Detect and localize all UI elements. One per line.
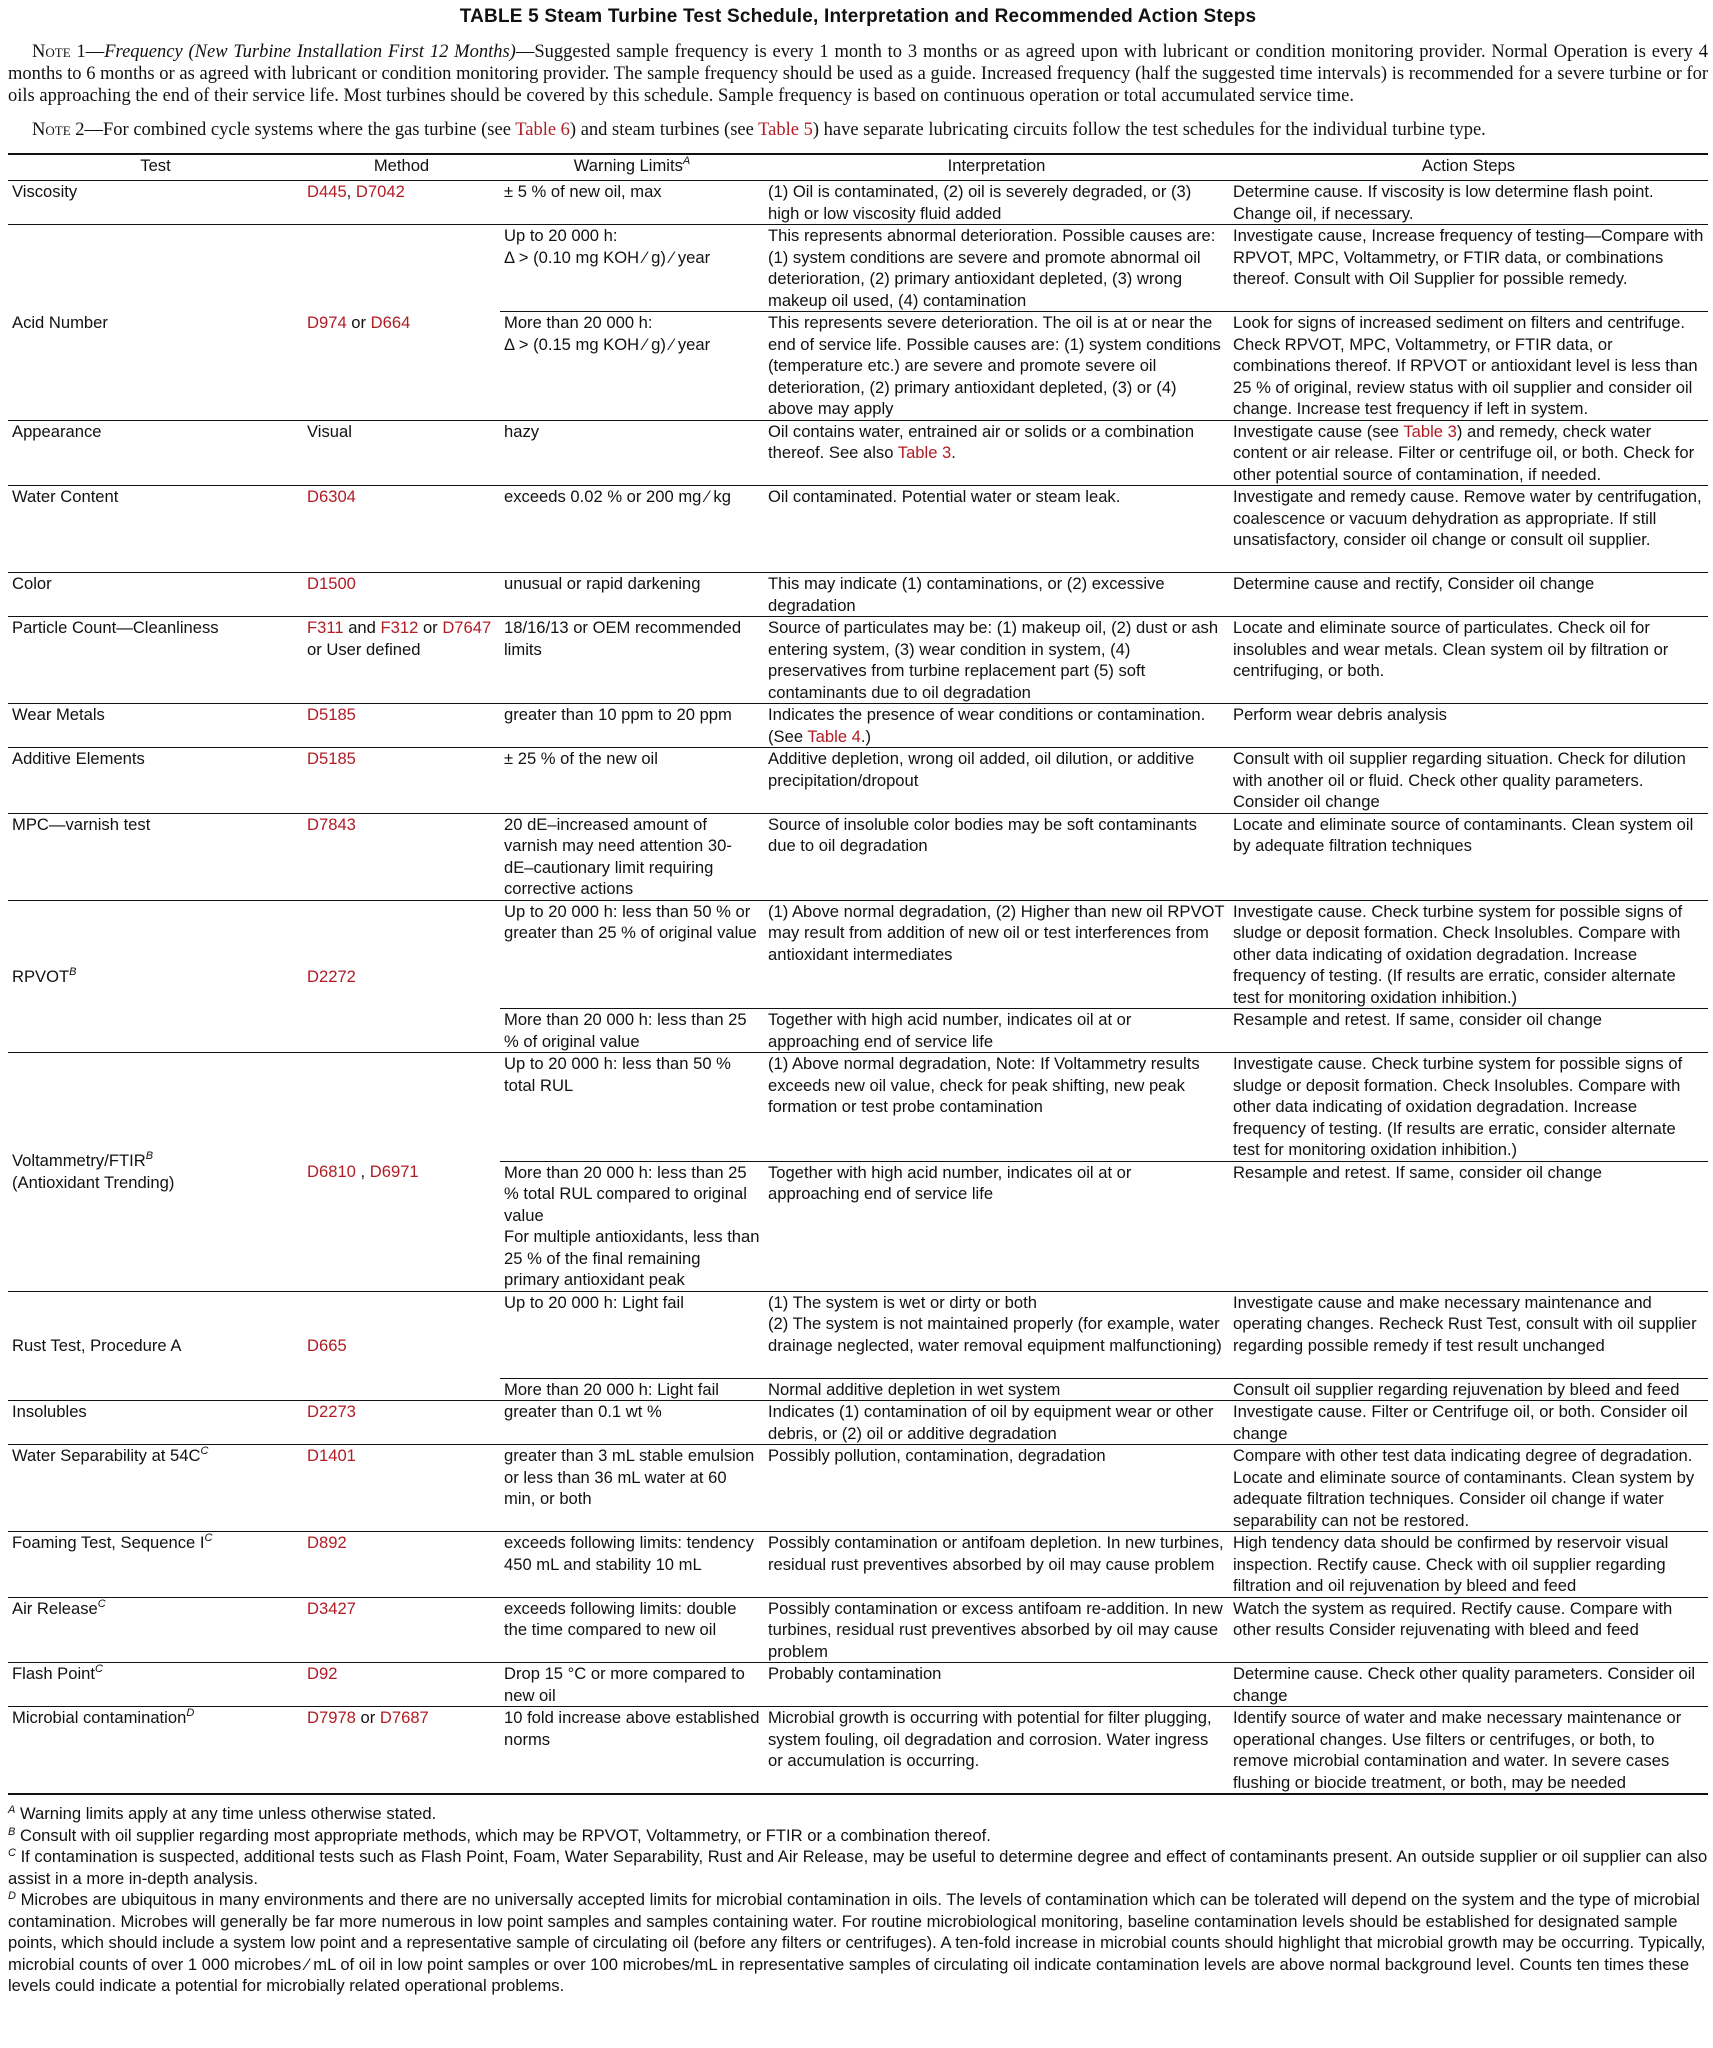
interpretation: This represents abnormal deterioration. Possible causes are: (1) system conditions are severe and promote abnormal oil deterioration, (2) primary antioxidant depleted, (3) wrong makeup oil used, (4) contamination	[764, 225, 1229, 312]
warning-limit: ± 25 % of the new oil	[500, 748, 764, 814]
method-link[interactable]: D1401	[307, 1446, 356, 1465]
table-row	[8, 1401, 1708, 1445]
action-steps	[1229, 420, 1708, 486]
warning-limit: More than 20 000 h: Light fail	[500, 1378, 764, 1401]
footnote-text: Warning limits apply at any time unless otherwise stated.	[15, 1804, 437, 1823]
note-2-text: ) and steam turbines (see	[569, 120, 759, 140]
action-steps: Locate and eliminate source of contaminants. Clean system oil by adequate filtration techniques	[1229, 813, 1708, 900]
test-name: Appearance	[8, 420, 303, 486]
interpretation: (1) Above normal degradation, (2) Higher than new oil RPVOT may result from addition of new oil or test interferences from antioxidant intermediates	[764, 900, 1229, 1009]
footnotes	[8, 1803, 1708, 1997]
action-steps: Investigate and remedy cause. Remove water by centrifugation, coalescence or vacuum dehydration as appropriate. If still unsatisfactory, consider oil change or consult oil supplier.	[1229, 486, 1708, 573]
action-steps: Perform wear debris analysis	[1229, 704, 1708, 748]
footnote-mark: B	[8, 1825, 16, 1838]
method-separator: or User defined	[307, 639, 421, 659]
interpretation-text: Oil contains water, entrained air or solids or a combination thereof. See also	[768, 421, 1195, 462]
action-steps: Compare with other test data indicating degree of degradation. Locate and eliminate source of contaminants. Clean system by adequate filtration techniques. Consider oil change if water separability can not be restored.	[1229, 1445, 1708, 1532]
table-row	[8, 225, 1708, 312]
warning-limit: exceeds 0.02 % or 200 mg ⁄ kg	[500, 486, 764, 573]
warning-limit: 20 dE–increased amount of varnish may need attention 30-dE–cautionary limit requiring corrective actions	[500, 813, 764, 900]
method-link[interactable]: F312	[380, 618, 419, 637]
note-label: Note	[32, 120, 71, 140]
header-action-steps: Action Steps	[1229, 154, 1708, 181]
footnote-mark: C	[8, 1847, 16, 1859]
interpretation: Indicates (1) contamination of oil by equipment wear or other debris, or (2) oil or additive degradation	[764, 1401, 1229, 1445]
footnote	[8, 1803, 1708, 1825]
action-steps: Resample and retest. If same, consider oil change	[1229, 1161, 1708, 1291]
interpretation-text: Indicates the presence of wear conditions or contamination. (See	[768, 705, 1206, 746]
footnote-text: Consult with oil supplier regarding most appropriate methods, which may be RPVOT, Voltammetry, or FTIR or a combination thereof.	[15, 1825, 991, 1845]
note-label: Note	[32, 42, 71, 62]
method-separator: ,	[346, 182, 356, 201]
method-separator: ,	[355, 1162, 370, 1181]
table-3-link[interactable]: Table 3	[1403, 421, 1457, 441]
method-link[interactable]: D7978	[307, 1708, 356, 1727]
warning-line: Δ > (0.15 mg KOH ⁄ g) ⁄ year	[504, 334, 711, 354]
test-name	[8, 1707, 303, 1795]
warning-limit: exceeds following limits: double the time compared to new oil	[500, 1597, 764, 1663]
footnote	[8, 1846, 1708, 1889]
action-steps: Determine cause. If viscosity is low determine flash point. Change oil, if necessary.	[1229, 181, 1708, 225]
note-2-text: ) have separate lubricating circuits follow the test schedules for the individual turbine type.	[812, 120, 1486, 140]
warning-limit	[500, 1161, 764, 1291]
test-name	[8, 1445, 303, 1532]
test-label: RPVOT	[12, 966, 70, 986]
method-link[interactable]: D92	[307, 1664, 338, 1683]
document-page	[8, 6, 1708, 1997]
footnote-mark: C	[204, 1532, 213, 1544]
table-3-link[interactable]: Table 3	[897, 443, 952, 462]
interpretation: Probably contamination	[764, 1663, 1229, 1707]
footnote-mark: D	[8, 1890, 16, 1902]
warning-line: More than 20 000 h: less than 25 % total RUL compared to original value	[504, 1162, 747, 1225]
interpretation	[764, 420, 1229, 486]
method-link[interactable]: D5185	[307, 749, 356, 768]
interpretation	[764, 704, 1229, 748]
method	[303, 181, 500, 225]
method	[303, 1401, 500, 1445]
footnote-mark: C	[97, 1597, 106, 1610]
method-link[interactable]: D6304	[307, 487, 356, 506]
action-steps: Resample and retest. If same, consider oil change	[1229, 1009, 1708, 1053]
warning-limit: hazy	[500, 420, 764, 486]
interpretation: Normal additive depletion in wet system	[764, 1378, 1229, 1401]
test-name: Water Content	[8, 486, 303, 573]
method	[303, 617, 500, 704]
warning-line: More than 20 000 h:	[504, 313, 653, 332]
method-link[interactable]: D1500	[307, 574, 356, 593]
footnote-mark: A	[682, 155, 691, 167]
warning-limit	[500, 225, 764, 312]
table-6-link[interactable]: Table 6	[515, 120, 570, 140]
warning-limit	[500, 312, 764, 421]
warning-limit: ± 5 % of new oil, max	[500, 181, 764, 225]
test-name: Rust Test, Procedure A	[8, 1291, 303, 1401]
action-steps: Look for signs of increased sediment on filters and centrifuge. Check RPVOT, MPC, Voltammetry, or FTIR data, or combinations thereof. If RPVOT or antioxidant level is less than 25 % of original, review status with oil supplier and consider oil change. Increase test frequency if left in system.	[1229, 312, 1708, 421]
method	[303, 748, 500, 814]
method-link[interactable]: F311	[307, 618, 344, 637]
test-name: Additive Elements	[8, 748, 303, 814]
header-warning-limits	[500, 154, 764, 181]
method-separator: or	[418, 618, 443, 637]
test-label: (Antioxidant Trending)	[12, 1172, 175, 1192]
table-row	[8, 486, 1708, 573]
method	[303, 1445, 500, 1532]
note-number: 1—	[76, 42, 105, 62]
warning-limit: unusual or rapid darkening	[500, 573, 764, 617]
interpretation-text: .)	[860, 726, 872, 746]
warning-limit: greater than 0.1 wt %	[500, 1401, 764, 1445]
footnote-text: If contamination is suspected, additional tests such as Flash Point, Foam, Water Separability, Rust and Air Release, may be useful to determine degree and effect of contaminants present. An outside supplier or oil supplier can also assist in a more in-depth analysis.	[8, 1847, 1708, 1888]
action-text: ) and remedy, check water content or air release. Filter or centrifuge oil, or both. Check for other potential source of contamination, if needed.	[1233, 421, 1695, 484]
header-row	[8, 154, 1708, 181]
interpretation: (1) Oil is contaminated, (2) oil is severely degraded, or (3) high or low viscosity fluid added	[764, 181, 1229, 225]
table-title: TABLE 5 Steam Turbine Test Schedule, Interpretation and Recommended Action Steps	[459, 6, 1257, 27]
warning-limit: Up to 20 000 h: less than 50 % total RUL	[500, 1053, 764, 1162]
interpretation: Source of particulates may be: (1) makeup oil, (2) dust or ash entering system, (3) wear condition in system, (4) preservatives from turbine replacement part (5) soft contaminants due to oil degradation	[764, 617, 1229, 704]
method-link[interactable]: D7042	[355, 182, 405, 201]
table-row	[8, 1053, 1708, 1162]
action-steps: Consult oil supplier regarding rejuvenation by bleed and feed	[1229, 1378, 1708, 1401]
method	[303, 1707, 500, 1795]
method	[303, 1597, 500, 1663]
footnote-mark: D	[186, 1707, 195, 1719]
action-text: Investigate cause (see	[1233, 421, 1404, 441]
interpretation: This may indicate (1) contaminations, or (2) excessive degradation	[764, 573, 1229, 617]
test-name	[8, 1053, 303, 1292]
warning-limit: Up to 20 000 h: less than 50 % or greater than 25 % of original value	[500, 900, 764, 1009]
action-steps: Determine cause and rectify, Consider oil change	[1229, 573, 1708, 617]
test-name: Acid Number	[8, 225, 303, 421]
method-link[interactable]: D892	[307, 1533, 347, 1552]
warning-limit: 18/16/13 or OEM recommended limits	[500, 617, 764, 704]
action-steps: Investigate cause. Filter or Centrifuge oil, or both. Consider oil change	[1229, 1401, 1708, 1445]
method	[303, 813, 500, 900]
warning-limit: Drop 15 °C or more compared to new oil	[500, 1663, 764, 1707]
note-2-text: For combined cycle systems where the gas turbine (see	[103, 120, 516, 140]
method-separator: or	[355, 1708, 380, 1727]
method	[303, 1532, 500, 1598]
action-steps: Consult with oil supplier regarding situation. Check for dilution with another oil or fluid. Check other quality parameters. Consider oil change	[1229, 748, 1708, 814]
warning-limit: exceeds following limits: tendency 450 mL and stability 10 mL	[500, 1532, 764, 1598]
method	[303, 573, 500, 617]
action-steps: High tendency data should be confirmed by reservoir visual inspection. Rectify cause. Check with oil supplier regarding filtration and oil rejuvenation by bleed and feed	[1229, 1532, 1708, 1598]
warning-line: For multiple antioxidants, less than 25 % of the final remaining primary antioxidant peak	[504, 1227, 760, 1289]
footnote-mark: C	[200, 1445, 209, 1457]
table-row	[8, 181, 1708, 225]
interpretation: Possibly contamination or antifoam depletion. In new turbines, residual rust preventives absorbed by oil may cause problem	[764, 1532, 1229, 1598]
footnote	[8, 1889, 1708, 1997]
test-name: Viscosity	[8, 181, 303, 225]
note-1-text: —Suggested sample frequency is every 1 month to 3 months or as agreed upon with lubricant or condition monitoring provider. Normal Operation is every 4 months to 6 months or as agreed with lubricant or condition monitoring provider. The sample frequency should be used as a guide. Increased frequency (half the suggested time intervals) is recommended for a severe turbine or for oils approaching the end of their service life. Most turbines should be covered by this schedule. Sample frequency is based on continuous operation or total accumulated service time.	[8, 42, 1708, 106]
method	[303, 486, 500, 573]
test-name	[8, 900, 303, 1053]
test-label: Water Separability at 54C	[12, 1446, 201, 1465]
table-row	[8, 617, 1708, 704]
test-name: Insolubles	[8, 1401, 303, 1445]
test-label: Air Release	[12, 1598, 98, 1618]
action-steps: Locate and eliminate source of particulates. Check oil for insolubles and wear metals. Clean system oil by filtration or centrifuging, or both.	[1229, 617, 1708, 704]
note-1	[8, 41, 1708, 107]
warning-limit: 10 fold increase above established norms	[500, 1707, 764, 1795]
header-warning-label: Warning Limits	[573, 156, 683, 175]
table-row	[8, 1445, 1708, 1532]
interpretation: Microbial growth is occurring with potential for filter plugging, system fouling, oil degradation and corrosion. Water ingress or accumulation is occurring.	[764, 1707, 1229, 1795]
test-name: Wear Metals	[8, 704, 303, 748]
footnote-mark: B	[145, 1150, 154, 1163]
interpretation: Possibly contamination or excess antifoam re-addition. In new turbines, residual rust preventives absorbed by oil may cause problem	[764, 1597, 1229, 1663]
method-link[interactable]: D445	[307, 182, 347, 201]
interpretation-line: (2) The system is not maintained properly (for example, water drainage neglected, water removal equipment malfunctioning)	[768, 1314, 1222, 1355]
method-link[interactable]: D7647	[442, 618, 492, 637]
test-name	[8, 1663, 303, 1707]
table-row	[8, 748, 1708, 814]
method-link[interactable]: D3427	[307, 1598, 356, 1618]
method-link[interactable]: D5185	[307, 705, 356, 724]
method: Visual	[303, 420, 500, 486]
warning-line: Δ > (0.10 mg KOH ⁄ g) ⁄ year	[504, 247, 711, 267]
method	[303, 704, 500, 748]
table-5-link[interactable]: Table 5	[758, 120, 813, 140]
action-steps: Investigate cause. Check turbine system for possible signs of sludge or deposit formation. Check Insolubles. Compare with other data indicating of oxidation degradation. Increase frequency of testing. (If results are erratic, consider alternate test for monitoring oxidation inhibition.)	[1229, 1053, 1708, 1162]
method-link[interactable]: D2272	[307, 966, 356, 986]
header-interpretation: Interpretation	[764, 154, 1229, 181]
table-row	[8, 420, 1708, 486]
interpretation: This represents severe deterioration. The oil is at or near the end of service life. Possible causes are: (1) system conditions (temperature etc.) are severe and promote severe oil deterioration, (2) primary antioxidant depleted, (3) or (4) above may apply	[764, 312, 1229, 421]
footnote-mark: C	[95, 1663, 103, 1675]
test-label: Voltammetry/FTIR	[12, 1151, 146, 1171]
test-name: Particle Count—Cleanliness	[8, 617, 303, 704]
method-link[interactable]: D2273	[307, 1402, 356, 1421]
interpretation: Additive depletion, wrong oil added, oil dilution, or additive precipitation/dropout	[764, 748, 1229, 814]
method-link[interactable]: D665	[307, 1336, 347, 1355]
action-steps: Investigate cause and make necessary maintenance and operating changes. Recheck Rust Test, consult with oil supplier regarding possible remedy if test result unchanged	[1229, 1291, 1708, 1378]
interpretation: Oil contaminated. Potential water or steam leak.	[764, 486, 1229, 573]
header-method: Method	[303, 154, 500, 181]
table-row	[8, 1663, 1708, 1707]
test-name	[8, 1532, 303, 1598]
table-row	[8, 1707, 1708, 1795]
table-row	[8, 1532, 1708, 1598]
test-name: MPC—varnish test	[8, 813, 303, 900]
table-row	[8, 900, 1708, 1009]
test-name	[8, 1597, 303, 1663]
table-4-link[interactable]: Table 4	[807, 726, 861, 746]
table-row	[8, 573, 1708, 617]
note-number: 2—	[75, 120, 104, 140]
interpretation: Possibly pollution, contamination, degradation	[764, 1445, 1229, 1532]
interpretation: (1) Above normal degradation, Note: If Voltammetry results exceeds new oil value, check for peak shifting, new peak formation or test probe contamination	[764, 1053, 1229, 1162]
interpretation: Source of insoluble color bodies may be soft contaminants due to oil degradation	[764, 813, 1229, 900]
note-1-heading: Frequency (New Turbine Installation First 12 Months)	[104, 42, 516, 62]
footnote-mark: B	[69, 965, 77, 978]
footnote-mark: A	[8, 1804, 16, 1816]
method-link[interactable]: D664	[370, 312, 411, 332]
method-separator: and	[343, 618, 381, 637]
interpretation: Together with high acid number, indicates oil at or approaching end of service life	[764, 1009, 1229, 1053]
method	[303, 1291, 500, 1401]
method-link[interactable]: D974	[307, 312, 347, 332]
method-link[interactable]: D7843	[307, 814, 356, 834]
interpretation	[764, 1291, 1229, 1378]
warning-limit: Up to 20 000 h: Light fail	[500, 1291, 764, 1378]
table-row	[8, 704, 1708, 748]
interpretation-text: .	[951, 443, 956, 462]
action-steps: Identify source of water and make necessary maintenance or operational changes. Use filters or centrifuges, or both, to remove microbial contamination and water. In severe cases flushing or biocide treatment, or both, may be needed	[1229, 1707, 1708, 1795]
table-row	[8, 1597, 1708, 1663]
method	[303, 1663, 500, 1707]
test-label: Foaming Test, Sequence I	[12, 1533, 205, 1552]
method-separator: or	[346, 312, 371, 332]
footnote-text: Microbes are ubiquitous in many environments and there are no universally accepted limits for microbial contamination in oils. The levels of contamination which can be tolerated will depend on the system and the type of microbial contamination. Microbes will generally be far more numerous in low point samples and samples containing water. For routine microbiological monitoring, baseline contamination levels should be established for designated sample points, which should include a system low point and a representative sample of circulating oil (before any filters or centrifuges). A ten-fold increase in microbial counts should highlight that microbial growth may be occurring. Typically, microbial counts of over 1 000 microbes ⁄ mL of oil in low point samples or over 100 microbes/mL in representative samples of circulating oil indicate contamination levels are above normal background level. Counts ten times these levels could indicate a potential for microbially related operational problems.	[8, 1890, 1706, 1995]
interpretation-line: (1) The system is wet or dirty or both	[768, 1292, 1037, 1312]
action-steps: Determine cause. Check other quality parameters. Consider oil change	[1229, 1663, 1708, 1707]
method-link[interactable]: D6971	[369, 1162, 419, 1181]
warning-line: Up to 20 000 h:	[504, 226, 618, 245]
test-label: Microbial contamination	[12, 1708, 187, 1727]
table-row	[8, 1291, 1708, 1378]
action-steps: Investigate cause, Increase frequency of testing—Compare with RPVOT, MPC, Voltammetry, or FTIR data, or combinations thereof. Consult with Oil Supplier for possible remedy.	[1229, 225, 1708, 312]
test-label: Flash Point	[12, 1664, 96, 1683]
table-row	[8, 813, 1708, 900]
method	[303, 900, 500, 1053]
warning-limit: greater than 10 ppm to 20 ppm	[500, 704, 764, 748]
action-steps: Watch the system as required. Rectify cause. Compare with other results Consider rejuvenating with bleed and feed	[1229, 1597, 1708, 1663]
header-test: Test	[8, 154, 303, 181]
method	[303, 225, 500, 421]
test-schedule-table	[8, 153, 1708, 1795]
footnote	[8, 1825, 1708, 1847]
method	[303, 1053, 500, 1292]
test-name: Color	[8, 573, 303, 617]
warning-limit: greater than 3 mL stable emulsion or less than 36 mL water at 60 min, or both	[500, 1445, 764, 1532]
action-steps: Investigate cause. Check turbine system for possible signs of sludge or deposit formation. Check Insolubles. Compare with other data indicating of oxidation degradation. Increase frequency of testing. (If results are erratic, consider alternate test for monitoring oxidation inhibition.)	[1229, 900, 1708, 1009]
method-link[interactable]: D6810	[307, 1162, 356, 1181]
method-link[interactable]: D7687	[379, 1708, 429, 1727]
warning-limit: More than 20 000 h: less than 25 % of original value	[500, 1009, 764, 1053]
note-2	[8, 119, 1708, 141]
interpretation: Together with high acid number, indicates oil at or approaching end of service life	[764, 1161, 1229, 1291]
